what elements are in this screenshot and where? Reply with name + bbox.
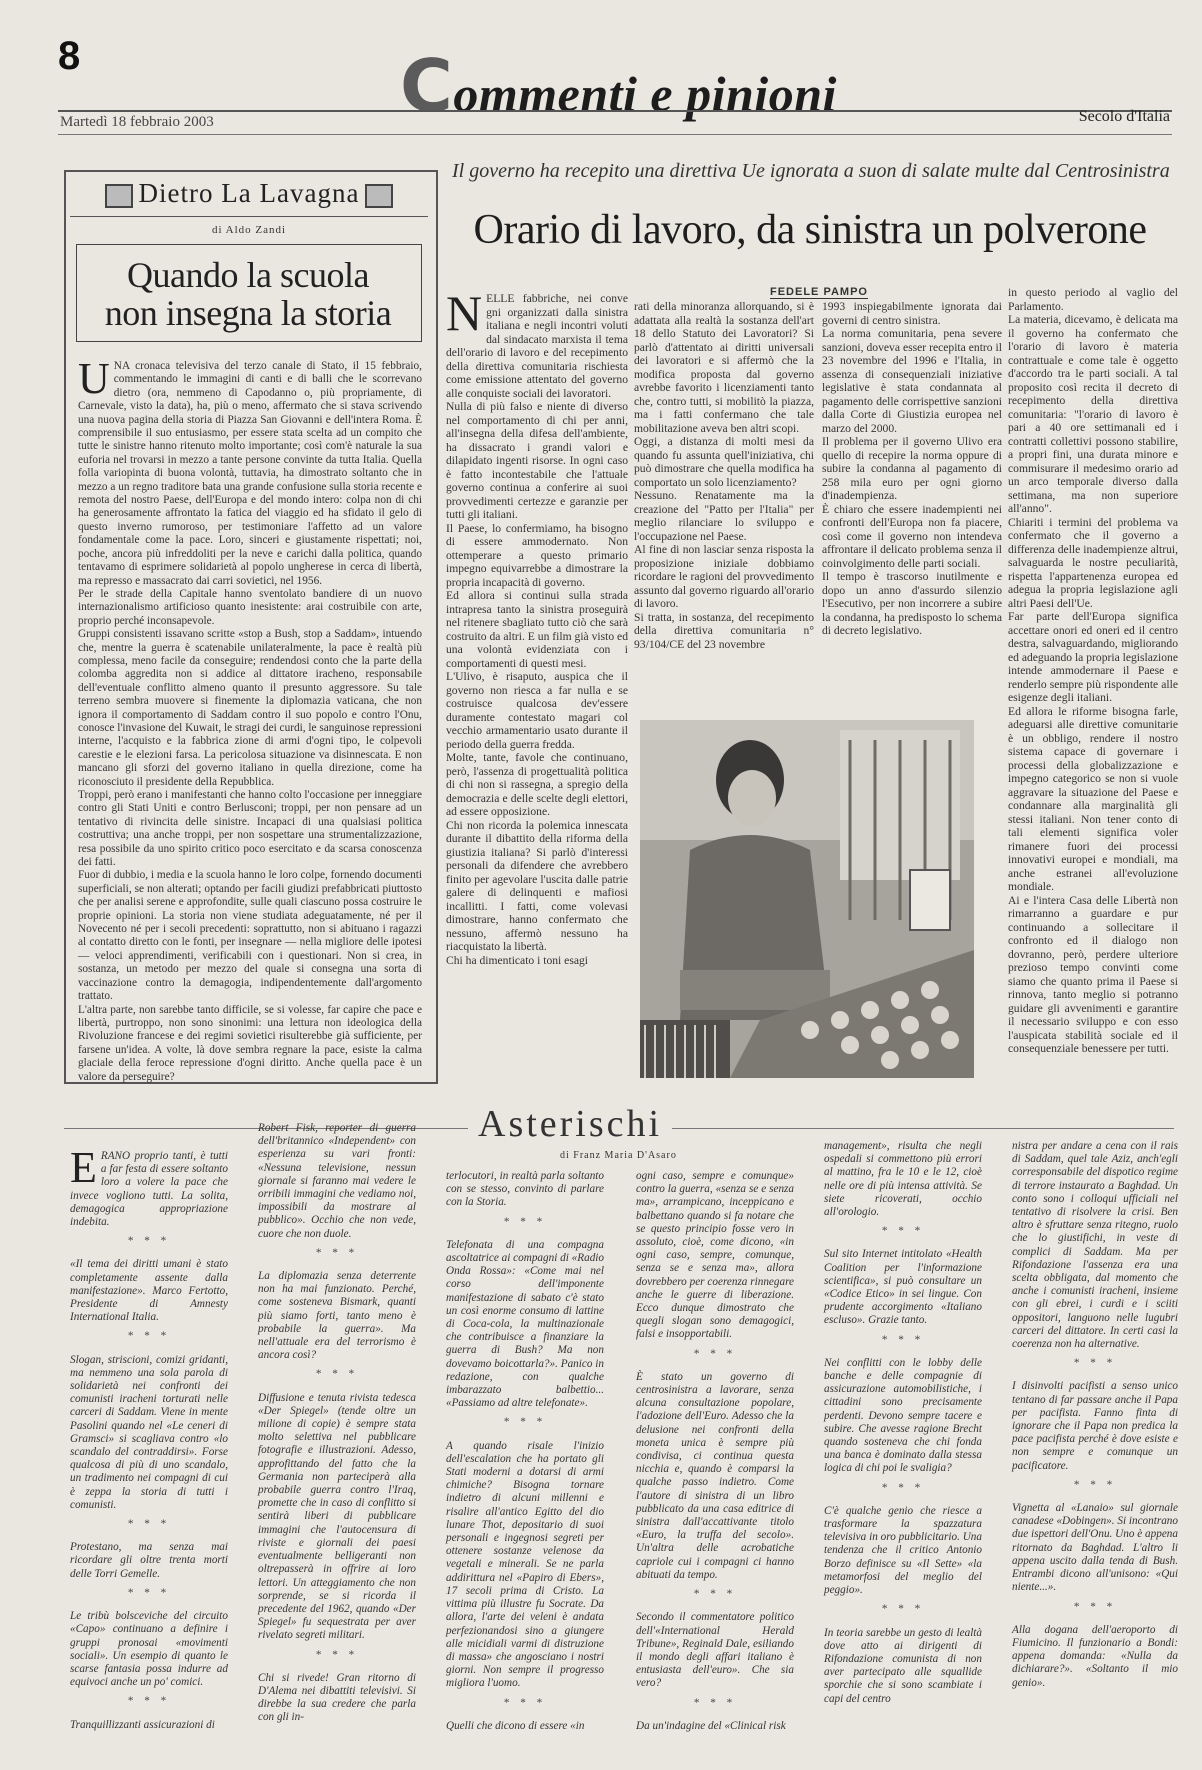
note: Nei conflitti con le lobby delle banche e delle compagnie di assicurazione automobilistiche, i cittadini sono precisamente perdenti. Devono sempre tacere e subire. Che avesse ragione Brecht quando sosteneva che chi fonda una banca è dominato dalla stessa logica di chi poi le svaligia? [824,1356,982,1475]
note: In teoria sarebbe un gesto di lealtà dove atto ai dirigenti di Rifondazione comunista di non aver partecipato alle squallide sporchie che si sono scambiate i capi del centro [824,1626,982,1705]
dropcap: E [70,1143,97,1192]
paragraph: Chi non ricorda la polemica innescata durante il dibattito della riforma della giustizia italiana? Si parlò d'interessi personali da difendere che avrebbero finito per agevolare l'uscita dalle patrie galere di delinquenti e mafiosi incallitti. I fatti, come volevasi dimostrare, hanno confermato che nessuno, affermò nessuno ha riacquistato la libertà. [446,818,628,953]
asterischi-byline: di Franz Maria D'Asaro [560,1150,677,1161]
blackboard-icon [105,184,133,208]
note: ogni caso, sempre e comunque» contro la guerra, «senza se e senza ma», arrampicano, inceppicano e balbettano quando si fa notare che se questo principio fosse vero in assoluto, cioè, come dicono, «in ogni caso, sempre, comunque, senza se e senza ma», allora dovrebbero per coerenza rinnegare anche le guerre di liberazione. Ecco dunque dimostrato che quegli slogan sono demagogici, falsi e insopportabili. [636,1170,794,1341]
paragraph: Troppi, però erano i manifestanti che hanno colto l'occasione per inneggiare contro gli Stati Uniti e contro Berlusconi; troppi, per non pensare ad un tentativo di rivincita delle sinistre. Incapaci di una qualsiasi politica costruttiva; una anche troppi, per non sospettare una strumentalizzazione, resa possibile da uno spirito critico poco esercitato e da scarsa conoscenza dei fatti. [78,789,422,869]
paragraph: Si tratta, in sostanza, del recepimento della direttiva comunitaria n° 93/104/CE del 23 novembre [634,610,814,651]
note: Le tribù bolsceviche del circuito «Capo» continuano a definire i gruppi pronosai «movimenti sociali». Un esempio di quanto le scarse fantasia possa indurre ad equivoci anche un po' comici. [70,1610,228,1689]
note: Vignetta al «Lanaio» sul giornale canadese «Dobingen». Si incontrano due ispettori dell'Onu. Uno è appena ritornato da Baghdad. L'altro li appena uscito dalla tenda di Bush. Entrambi dicono all'unisono: «Qui niente...». [1012,1502,1178,1594]
paragraph: La materia, dicevamo, è delicata ma il governo ha confermato che l'orario di lavoro è materia contrattuale e come tale è oggetto d'accordo tra le parti sociali. A tal proposito così recita il decreto di recepimento della direttiva comunitaria: "l'orario di lavoro è pari a 40 ore settimanali ed i contratti collettivi possono stabilire, a propri fini, una durata minore e commisurare il medesimo orario ad un arco temporale diverso dalla settimana, ma non superiore all'anno". [1008,313,1178,515]
editorial-byline: di Aldo Zandi [211,224,287,236]
issue-date: Martedì 18 febbraio 2003 [60,114,214,130]
separator-stars: * * * [315,1246,359,1259]
separator-stars: * * * [503,1416,547,1429]
article-kicker: Il governo ha recepito una direttiva Ue ignorata a suon di salate multe dal Centrosinistra [452,160,1170,182]
note: C'è qualche genio che riesce a trasformare la spazzatura televisiva in oro pubblicitario. Una tendenza che il critico Antonio Borzo definisce su «Il Sette» «la metamorfosi del meglio del peggio». [824,1504,982,1597]
note: Tranquillizzanti assicurazioni di [70,1718,215,1731]
paragraph: rati della minoranza allorquando, si è adattata alla realtà la sostanza dell'art 18 dello Statuto dei Lavoratori? Si parlò d'attentato ai diritti universali dei lavoratori e si affermò che la modifica proposta dal governo avrebbe favorito i licenziamenti tanto che, contro tutti, si mobilitò la piazza, ma i fatti confermano che tale mobilitazione aveva ben altri scopi. [634,300,814,435]
separator-stars: * * * [881,1603,925,1616]
masthead-initial-c: C [400,44,454,128]
note: Diffusione e tenuta rivista tedesca «Der Spiegel» (tende oltre un milione di copie) è sempre stata molto selettiva nel pubblicare fotografie e illustrazioni. Adesso, approfittando del fatto che la Germania non parteciperà alla probabile guerra contro l'Iraq, promette che in caso di conflitto si sentirà liberi di pubblicare immagini che l'autocensura di riviste e giornali dei paesi eventualmente belligeranti non oltrepasserà in offrire ai loro lettori. Un atteggiamento che non sorprende, se si ricorda il precedente del 1962, quando «Der Spiegel» fu sequestrata per aver rivelato segreti militari. [258,1391,416,1642]
note: È stato un governo di centrosinistra a lavorare, senza alcuna consultazione popolare, l'adozione dell'Euro. Adesso che la delusione nei confronti della moneta unica è sempre più condivisa, ci continua questa nicchia e, quando è comparsi la qualche passo indietro. Come l'autore di sinistra di un libro pubblicato da una casa editrice di sinistra dall'accattivante titolo «Euro, la truffa del secolo». Un'altra delle acrobatiche capriole cui i compagni ci hanno abituati da tempo. [636,1370,794,1581]
note: Quelli che dicono di essere «in [446,1719,585,1732]
paragraph: Chiariti i termini del problema va confermato che il governo a differenza delle inadempienze altrui, salvaguarda le nostre peculiarità, rispetta l'appartenenza europea ed adegua la propria legislazione agli altri Paesi dell'Ue. [1008,515,1178,610]
paragraph: Oggi, a distanza di molti mesi da quando fu assunta quell'iniziativa, chi può dimostrare che quella modifica ha comportato un solo licenziamento? [634,435,814,489]
rubric-title: Dietro La Lavagna [72,178,426,209]
separator-stars: * * * [693,1696,737,1709]
dropcap: U [78,354,110,403]
paragraph: Molte, tante, favole che continuano, però, l'assenza di progettualità politica di chi non si rassegna, a spregio della democrazia e delle scelte degli elettori, ad essere opposizione. [446,751,628,818]
paragraph: Nessuno. Renatamente ma la creazione del "Patto per l'Italia" per meglio rilanciare lo sviluppo e l'occupazione nel Paese. [634,489,814,543]
asterischi-column-6 [1012,1140,1178,1740]
asterischi-title: Asterischi [468,1102,672,1146]
note: Robert Fisk, reporter di guerra dell'britannico «Independent» con esperienza su vari fronti: «Nessuna televisione, nessun giornale si faranno mai vedere le orribili immagini che vediamo noi, impossibili da mostrare al pubblico». Occhio che non vede, cuore che non duole. [258,1122,416,1240]
paragraph: Nulla di più falso e niente di diverso nel comportamento di chi per anni, all'insegna della difesa dell'ambiente, ha dissacrato i grandi valori e dilapidato ingenti risorse. In ogni caso è fatto incontestabile che l'attuale governo continua a conferire ai suoi provvedimenti certezze e garanzie per tutti gli italiani. [446,400,628,521]
editorial-body [78,354,422,1083]
dropcap: N [446,285,483,341]
photo-illustration [640,720,974,1078]
note: management», risulta che negli ospedali si commettono più errori al mattino, fra le 10 e le 12, cioè nelle ore di più intensa attività. Se siete ricoverati, occhio all'orologio. [824,1140,982,1219]
separator-stars: * * * [127,1695,171,1708]
paragraph: ELLE fabbriche, nei conve gni organizzati dalla sinistra italiana e negli incontri voluti dal sindacato marxista il tema dell'orario di lavoro e del recepimento della direttiva comunitaria rischiesta come emissione attentato del governo alle conquiste sociali dei lavoratori. [446,292,628,400]
paragraph: L'Ulivo, è risaputo, auspica che il governo non riesca a far nulla e se costruisce qualcosa dev'essere duramente contestato magari col vecchio armamentario usato durante il periodo della guerra fredda. [446,670,628,751]
factory-worker-photo [640,720,974,1078]
separator-stars: * * * [127,1330,171,1343]
separator-stars: * * * [127,1235,171,1248]
note: Protestano, ma senza mai ricordare gli oltre trenta morti delle Torri Gemelle. [70,1541,228,1580]
separator-stars: * * * [881,1333,925,1346]
paragraph: Ed allora le riforme bisogna farle, adeguarsi alle direttive comunitarie è un obbligo, rendere il nostro sistema capace di governare i processi della globalizzazione e impegno categorico se non si vuole aggravare la situazione del Paese e condannare alla marginalità gli stessi italiani. Non tener conto di tali elementi significa voler rimanere fuori dei processi innovativi europei e mondiali, ma anche estranei all'evoluzione mondiale. [1008,704,1178,893]
separator-stars: * * * [1073,1600,1117,1613]
note: «Il tema dei diritti umani è stato completamente assente dalla manifestazione». Marco Fertotto, Presidente di Amnesty International Italia. [70,1258,228,1324]
separator-stars: * * * [881,1225,925,1238]
note: Da un'indagine del «Clinical risk [636,1719,786,1732]
separator-stars: * * * [127,1586,171,1599]
article-column-1 [446,285,628,1078]
paragraph: È chiaro che essere inadempienti nei confronti dell'Europa non fa piacere, così come il governo non intendeva affrontare il delicato problema senza il coinvolgimento delle parti sociali. [822,502,1002,570]
separator-stars: * * * [503,1215,547,1228]
article-column-3 [822,300,1002,708]
paragraph: Per le strade della Capitale hanno sventolato bandiere di un nuovo internazionalismo artificioso quanto inesistente: arai costruibile con arte, proprio perché inconsapevole. [78,587,422,627]
note: Secondo il commentatore politico dell'«International Herald Tribune», Reginald Dale, esiliando il mondo degli affari italiano è entusiasta dell'euro». Che sia vero? [636,1611,794,1690]
paragraph: La norma comunitaria, pena severe sanzioni, doveva esser recepita entro il 23 novembre del 1996 e l'Italia, in assenza di consequenziali iniziative legislative è stata condannata al pagamento delle corrispettive sanzioni dalla Corte di Giustizia europea nel marzo del 2000. [822,327,1002,435]
paragraph: NA cronaca televisiva del terzo canale di Stato, il 15 febbraio, commentando le immagini di canti e di balli che le scorrevano dietro (ora, nemmeno di Capodanno o, più propriamente, di Carnevale, visto la data), ha, più o meno, affermato che si stava scrivendo una nuova pagina della storia di Piazza San Giovanni e dell'intera Roma. È comprensibile il suo entusiasmo, per essere stata scelta ad un compito che tutte le sinistre hanno ritenuto molto importante; così com'è naturale la sua euforia nel trovarsi in mezzo a tante persone convinte da tutta Italia. Quella folla variopinta di buona volontà, tuttavia, ha dimostrato soltanto che in mezzo a un regno traditore bata una grande confusione sulla storia recente e remota del nostro Paese, dell'Europa e del mondo intero: colpa non di chi ha generosamente affrontato la fatica del viaggio ed ha sfidato il gelo di questo inverno rumoroso, per testimoniare l'affetto ad un valore fondamentale come la pace. Loro, sinceri e giustamente rispettati; noi, poche, ancora più infreddoliti per la neve e carichi dalla politica, quando tentavamo di esprimere solidarietà al popolo ungherese in cerca di libertà, ma represso e massacrato dai carri sovietici, nel 1956. [78,360,422,587]
separator-stars: * * * [315,1648,359,1661]
paragraph: in questo periodo al vaglio del Parlamento. [1008,286,1178,313]
note: Slogan, striscioni, comizi gridanti, ma nemmeno una sola parola di solidarietà nei confronti dei comunisti iracheni torturati nelle carceri di Saddam. Viene in mente Pasolini quando nel «Le ceneri di Gramsci» si scagliava contro «lo scandalo del contraddirsi». Forse qualcosa di più di uno scandalo, un tradimento nei compagni di cui è zeppa la storia di tutti i comunisti. [70,1353,228,1511]
article-headline: Orario di lavoro, da sinistra un polverone [473,207,1147,253]
paragraph: Ed allora si continui sulla strada intrapresa tanto la sinistra proseguirà nel ritenere sbagliato tutto ciò che sarà costruito da altri. E un film già visto ed una volontà evidenziata con i comportamenti di questi mesi. [446,589,628,670]
editorial-title: Quando la scuola non insegna la storia [104,255,392,333]
asterischi-column-5 [824,1140,982,1740]
note: I disinvolti pacifisti a senso unico tentano di far passare anche il Papa per pacifista. Fanno finta di ignorare che il Papa non predica la pace pacifista perché è dove esiste e non sempre e comunque un pacificatore. [1012,1380,1178,1472]
header-rule-2 [58,134,1172,135]
note: terlocutori, in realtà parla soltanto con se stesso, convinto di parlare con la Storia. [446,1170,604,1209]
note: Alla dogana dell'aeroporto di Fiumicino. Il funzionario a Bondi: appena domanda: «Nulla da dichiarare?». «Soltanto il mio genio». [1012,1623,1178,1689]
separator-stars: * * * [315,1368,359,1381]
paragraph: Al fine di non lasciar senza risposta la proposizione iniziale dobbiamo ricordare le ragioni del provvedimento assunto dal governo riguardo all'orario di lavoro. [634,543,814,610]
separator-stars: * * * [1073,1357,1117,1370]
separator-stars: * * * [1073,1478,1117,1491]
rubric-rule [70,216,428,217]
paragraph: Chi ha dimenticato i toni esagi [446,953,588,967]
note: La diplomazia senza deterrente non ha mai funzionato. Perché, come sosteneva Bismark, quanti più siamo forti, tanto meno è probabile la guerra». Ma nell'attuale era del terrorismo è ancora così? [258,1270,416,1362]
page-number: 8 [58,34,81,78]
note: Chi si rivede! Gran ritorno di D'Alema nei dibattiti televisivi. Si direbbe la sua credere che parla con gli in- [258,1671,416,1724]
asterischi-column-4 [636,1170,794,1770]
separator-stars: * * * [127,1518,171,1531]
note: Telefonata di una compagna ascoltatrice ai compagni di «Radio Onda Rossa»: «Come mai nel corso dell'imponente manifestazione di sabato c'è stato un così enorme consumo di lattine di Coca-cola, la multinazionale che contribuisce a finanziare la guerra di Bush? Ma non dovevamo boicottarla?». Panico in redazione, con qualche imbarazzato balbettio... «Passiamo ad altre telefonate». [446,1238,604,1410]
asterischi-column-3 [446,1170,604,1770]
section-masthead [400,44,837,128]
note: Sul sito Internet intitolato «Health Coalition per l'informazione scientifica», si può consultare un «Codice Etico» in sei lingue. Con prudente accorgimento «Italiano escluso». Grazie tanto. [824,1248,982,1327]
paragraph: Fuor di dubbio, i media e la scuola hanno le loro colpe, fornendo documenti superficiali, se non alterati; optando per facili giudizi prefabbricati piuttosto che per analisi serene e approfondite, sulle quali ciascuno possa costruire le proprie opinioni. La storia non viene studiata adeguatamente, né per il Novecento né per i secoli precedenti: soprattutto, non si abituano i ragazzi al contatto diretto con le fonti, per insegnare — nella migliore delle ipotesi — veloci apprendimenti, verificabili con i questionari. Non si crea, in sostanza, un metodo per mezzo del quale si consegna una sorta di vaccinazione contro la demagogia, indipendentemente dall'argomento trattato. [78,869,422,1003]
article-byline: FEDELE PAMPO [770,286,868,298]
separator-stars: * * * [693,1588,737,1601]
asterischi-column-1 [70,1143,228,1750]
separator-stars: * * * [881,1481,925,1494]
paragraph: Ai e l'intera Casa delle Libertà non rimarranno a guardare e pur continuando a sollecitare il confronto ed il dialogo non dovranno, però, perdere ulteriore prezioso tempo convinti come siamo che quanto prima il Paese si rinnova, tanto meglio si potranno guidare gli avvenimenti e garantire il necessario sviluppo e con esso l'auspicata stabilità sociale ed il consequenziale benessere per tutti. [1008,893,1178,1055]
paragraph: Il tempo è trascorso inutilmente e dopo un anno d'assurdo silenzio l'Esecutivo, per non incorrere a subire la condanna, ha predisposto lo schema di decreto legislativo. [822,570,1002,637]
paragraph: Il problema per il governo Ulivo era quello di recepire la norma oppure di subire la condanna al pagamento di 258 mila euro per ogni giorno d'inadempienza. [822,435,1002,502]
note: A quando risale l'inizio dell'escalation che ha portato gli Stati moderni a dotarsi di armi chimiche? Bisogna tornare indietro di alcuni millenni e risalire all'antico Egitto del dio lunare Thot, depositario di suoi personali e ingegnosi segreti per ottenere sostanze velenose da vegetali e minerali. Se ne parla addirittura nel «Papiro di Ebers», 17 secoli prima di Cristo. La vittima più illustre fu Socrate. Da allora, l'arte dei veleni è andata perfezionandosi sino a giungere alle micidiali varmi di distruzione di massa» che angosciano i nostri giorni. Non sempre il progresso migliora l'uomo. [446,1439,604,1690]
note: nistra per andare a cena con il rais di Saddam, quel tale Aziz, anch'egli corresponsabile del dispotico regime di terrore instaurato a Baghdad. Un conto sono i colloqui ufficiali nel tentativo di risolvere la crisi. Ben altro è sfruttare senza ritegno, ruolo che lo giustifichi, in veste di complici di Saddam. Ma per Rifondazione l'assenza era una scelta obbligata, dal momento che anche i comunisti iracheni, insieme con gli ebrei, i curdi e i sciiti oppositori, languono nelle lugubri carceri del dittatore. In certi casi la coerenza non ha alternative. [1012,1140,1178,1351]
separator-stars: * * * [503,1696,547,1709]
paragraph: Gruppi consistenti issavano scritte «stop a Bush, stop a Saddam», intuendo che, mentre la guerra è scatenabile unilateralmente, la pace è realtà più complessa, meno facile da conseguire; rendendosi conto che la parte della colomba aggredita non si addice al dittatore iracheno, responsabile dell'eventuale conflitto almeno quanto il presunto aggressore. Su tale terreno sembra muovere si finemente la diplomazia vaticana, che non ignora il comportamento di Saddam contro il suo popolo e contro l'Onu, conosce l'invasione del Kuwait, le stragi dei curdi, le sanguinose repressioni interne, l'acquisto e la fabbrica zione di armi d'ogni tipo, le colpevoli carestie e le elezioni farsa. La pericolosa situazione va disinnescata. E non mancano gli sforzi del governo italiano in quella direzione, come ha riconosciuto il presidente della Repubblica. [78,628,422,788]
article-column-4 [1008,286,1178,1076]
newspaper-name: Secolo d'Italia [1078,108,1170,125]
paragraph: Il Paese, lo confermiamo, ha bisogno di essere ammodernato. Non ottemperare a questo primario impegno equivarrebbe a dimostrare la propria incapacità di governo. [446,521,628,589]
note: RANO proprio tanti, è tutti a far festa di essere soltanto loro a volere la pace che invece vogliono tutti. La solita, demagogica appropriazione indebita. [70,1150,228,1229]
masthead-text: ommenti e pinioni [453,66,837,122]
header-rule [58,110,1172,112]
blackboard-icon [365,184,393,208]
asterischi-column-2 [258,1122,416,1722]
separator-stars: * * * [693,1347,737,1360]
paragraph: Far parte dell'Europa significa accettare onori ed oneri ed il centro destra, salvaguardando, migliorando ed adeguando la propria legislazione intende ammodernare il Paese e renderlo sempre più rispondente alle esigenze degli italiani. [1008,610,1178,704]
paragraph: 1993 inspiegabilmente ignorata dai governi di centro sinistra. [822,300,1002,327]
article-column-2 [634,300,814,708]
paragraph: L'altra parte, non sarebbe tanto difficile, se si volesse, far capire che pace e libertà, purtroppo, non sono sinonimi: una lettura non ideologica della Rivoluzione francese e dei regimi sovietici risulterebbe già sufficiente, per farsene un'idea. A volte, là dove sembra regnare la pace, esiste la calma glaciale della feroce repressione d'ogni diritto. Anche quella pace è un valore da perseguire? [78,1003,422,1083]
